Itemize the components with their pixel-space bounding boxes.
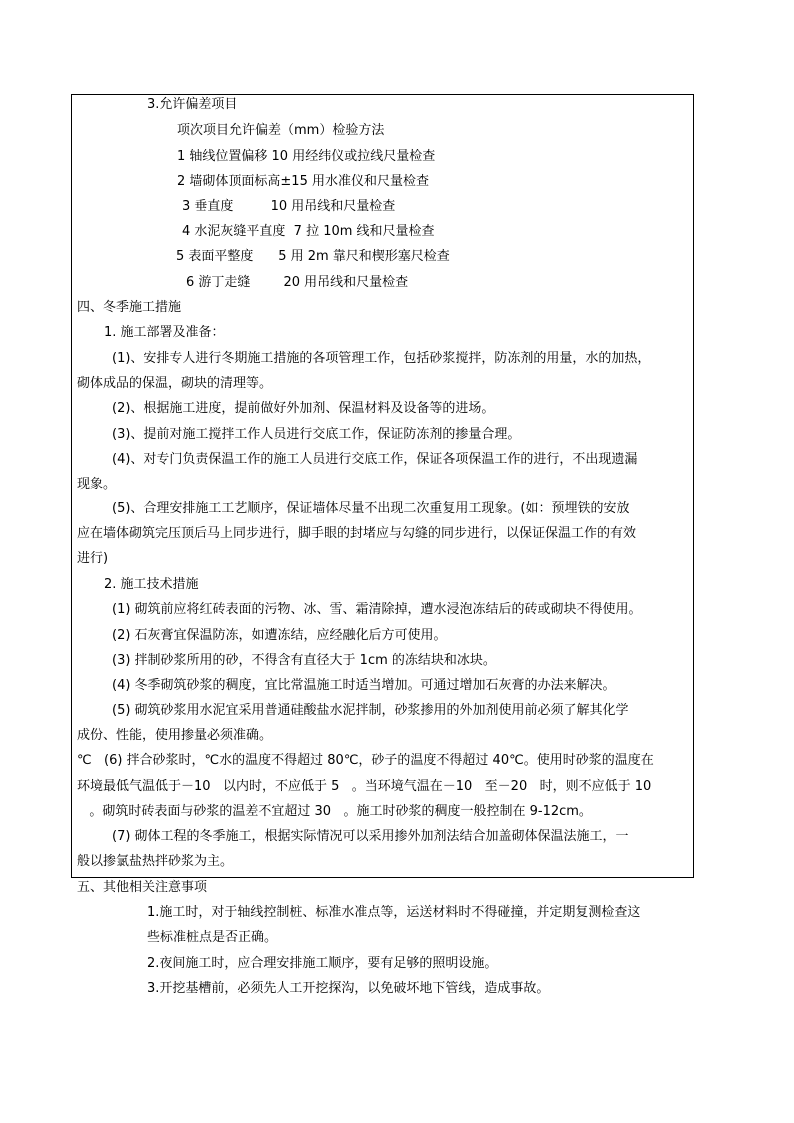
paragraph-line: 1.施工时，对于轴线控制桩、标准水准点等，运送材料时不得碰撞，并定期复测检查这 bbox=[147, 905, 641, 920]
section5-heading: 五、其他相关注意事项 bbox=[77, 880, 208, 895]
paragraph-line: 砌体成品的保温，砌块的清理等。 bbox=[77, 376, 273, 391]
paragraph-line: (5)、合理安排施工工艺顺序，保证墙体尽量不出现二次重复用工现象。(如：预埋铁的安放 bbox=[112, 501, 630, 516]
paragraph-line: 些标准桩点是否正确。 bbox=[147, 930, 278, 945]
deviation-row: 2 墙砌体顶面标高±15 用水准仪和尺量检查 bbox=[177, 174, 429, 189]
paragraph-line: ℃ (6) 拌合砂浆时，℃水的温度不得超过 80℃，砂子的温度不得超过 40℃。使用时砂浆的温度在 bbox=[77, 753, 654, 768]
paragraph-line: (2)、根据施工进度，提前做好外加剂、保温材料及设备等的进场。 bbox=[112, 401, 495, 416]
paragraph-line: (3) 拌制砂浆所用的砂，不得含有直径大于 1cm 的冻结块和冰块。 bbox=[112, 653, 496, 668]
paragraph-line: 般以掺氯盐热拌砂浆为主。 bbox=[77, 854, 234, 869]
paragraph-line: 3.开挖基槽前，必须先人工开挖探沟，以免破坏地下管线，造成事故。 bbox=[147, 981, 550, 996]
deviation-row: 5 表面平整度 5 用 2m 靠尺和楔形塞尺检查 bbox=[176, 249, 450, 264]
deviation-row: 4 水泥灰缝平直度 7 拉 10m 线和尺量检查 bbox=[182, 224, 435, 239]
paragraph-line: 现象。 bbox=[77, 477, 117, 492]
deviation-row: 6 游丁走缝 20 用吊线和尺量检查 bbox=[186, 275, 409, 290]
paragraph-line: (4) 冬季砌筑砂浆的稠度，宜比常温施工时适当增加。可通过增加石灰膏的办法来解决。 bbox=[112, 678, 616, 693]
paragraph-line: 。砌筑时砖表面与砂浆的温差不宜超过 30 。施工时砂浆的稠度一般控制在 9-12cm。 bbox=[77, 804, 592, 819]
section4-heading: 四、冬季施工措施 bbox=[77, 300, 182, 315]
section3-heading: 3.允许偏差项目 bbox=[147, 97, 238, 112]
deviation-table-header: 项次项目允许偏差（mm）检验方法 bbox=[177, 123, 385, 138]
paragraph-line: 进行) bbox=[77, 551, 109, 566]
paragraph-line: 环境最低气温低于－10 以内时，不应低于 5 。当环境气温在－10 至－20 时，则不应低于 10 bbox=[77, 779, 652, 794]
paragraph-line: (2) 石灰膏宜保温防冻，如遭冻结，应经融化后方可使用。 bbox=[112, 628, 447, 643]
paragraph-line: 成份、性能，使用掺量必须准确。 bbox=[77, 728, 273, 743]
paragraph-line: (1) 砌筑前应将红砖表面的污物、冰、雪、霜清除掉，遭水浸泡冻结后的砖或砌块不得使用。 bbox=[112, 602, 642, 617]
paragraph-line: (4)、对专门负责保温工作的施工人员进行交底工作，保证各项保温工作的进行，不出现遗漏 bbox=[112, 452, 638, 467]
subsection-heading: 1. 施工部署及准备： bbox=[104, 325, 225, 340]
paragraph-line: 应在墙体砌筑完压顶后马上同步进行，脚手眼的封堵应与勾缝的同步进行，以保证保温工作的有效 bbox=[77, 526, 637, 541]
paragraph-line: (7) 砌体工程的冬季施工，根据实际情况可以采用掺外加剂法结合加盖砌体保温法施工，一 bbox=[112, 829, 629, 844]
deviation-row: 3 垂直度 10 用吊线和尺量检查 bbox=[182, 199, 396, 214]
paragraph-line: (5) 砌筑砂浆用水泥宜采用普通硅酸盐水泥拌制，砂浆掺用的外加剂使用前必须了解其化学 bbox=[112, 703, 629, 718]
paragraph-line: (1)、安排专人进行冬期施工措施的各项管理工作，包括砂浆搅拌，防冻剂的用量，水的加热， bbox=[112, 351, 651, 366]
deviation-row: 1 轴线位置偏移 10 用经纬仪或拉线尺量检查 bbox=[177, 149, 436, 164]
paragraph-line: 2.夜间施工时，应合理安排施工顺序，要有足够的照明设施。 bbox=[147, 956, 498, 971]
subsection-heading: 2. 施工技术措施 bbox=[104, 577, 199, 592]
paragraph-line: (3)、提前对施工搅拌工作人员进行交底工作，保证防冻剂的掺量合理。 bbox=[112, 427, 521, 442]
